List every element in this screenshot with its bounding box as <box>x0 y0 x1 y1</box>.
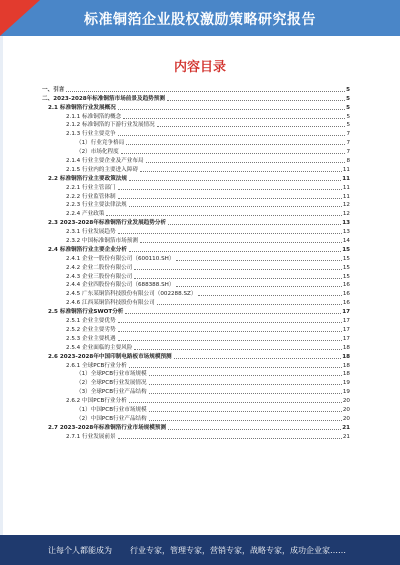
toc-entry[interactable] <box>42 191 350 200</box>
toc-page-number: 17 <box>342 326 350 333</box>
toc-page-number: 18 <box>342 371 350 378</box>
toc-page-number: 21 <box>342 433 350 440</box>
toc-entry-text: 2.2 标准铜箔行业主要政策法规 <box>48 175 127 182</box>
toc-entry-text: 2.3.1 行业发展趋势 <box>66 229 116 236</box>
toc-entry-text: （2）中国PCB行业产品结构 <box>76 415 147 422</box>
toc-entry-text: 2.5.3 企业主要机遇 <box>66 335 116 342</box>
toc-entry[interactable] <box>42 360 350 369</box>
toc-entry-text: 2.5.1 企业主要优势 <box>66 318 116 325</box>
toc-entry-text: 2.2.4 产业政策 <box>66 211 105 218</box>
toc-page-number: 15 <box>342 255 350 262</box>
toc-leader-dots <box>174 358 342 359</box>
toc-entry-text: （3）全球PCB行业产品结构 <box>76 389 147 396</box>
toc-page-number: 5 <box>346 95 350 102</box>
toc-entry[interactable] <box>42 102 350 111</box>
toc-entry[interactable] <box>42 324 350 333</box>
toc-page-number: 11 <box>342 184 350 191</box>
toc-entry[interactable] <box>42 164 350 173</box>
toc-page-number: 7 <box>346 149 350 156</box>
toc-entry-text: 2.7 2023-2028年标准铜箔行业市场规模预测 <box>48 424 167 431</box>
toc-entry[interactable] <box>42 182 350 191</box>
toc-leader-dots <box>134 349 342 350</box>
toc-entry[interactable] <box>42 315 350 324</box>
toc-entry-text: 2.3 2023-2028年标准铜箔行业发展趋势分析 <box>48 220 167 227</box>
toc-leader-dots <box>118 331 342 332</box>
toc-entry[interactable] <box>42 93 350 102</box>
toc-leader-dots <box>106 215 341 216</box>
toc-entry[interactable] <box>42 217 350 226</box>
toc-entry[interactable] <box>42 404 350 413</box>
toc-entry-text: 一、引言 <box>42 86 65 93</box>
toc-entry-text: 二、2023-2028年标准铜箔市场前景及趋势预测 <box>42 95 165 102</box>
toc-leader-dots <box>118 322 342 323</box>
footer-slogan: 让每个人都能成为 <box>48 546 112 555</box>
toc-entry-text: 2.5.2 企业主要劣势 <box>66 326 116 333</box>
toc-leader-dots <box>176 286 341 287</box>
toc-leader-dots <box>121 153 346 154</box>
toc-leader-dots <box>134 278 342 279</box>
toc-leader-dots <box>149 375 342 376</box>
toc-entry[interactable] <box>42 297 350 306</box>
toc-page-number: 19 <box>342 380 350 387</box>
toc-entry-text: 2.3.2 中国标准铜箔市场预测 <box>66 238 138 245</box>
toc-leader-dots <box>118 198 342 199</box>
toc-entry-text: 2.4.5 广东某铜箔科技股份有限公司（002288.SZ） <box>66 291 197 298</box>
toc-page-number: 11 <box>342 175 350 182</box>
toc-page-number: 17 <box>342 318 350 325</box>
toc-page-number: 20 <box>342 415 350 422</box>
toc-entry-text: 2.6.1 全球PCB行业分析 <box>66 362 127 369</box>
toc-page-number: 19 <box>342 389 350 396</box>
toc-page-number: 11 <box>342 193 350 200</box>
toc-entry-text: 2.7.1 行业发展前景 <box>66 433 116 440</box>
toc-entry[interactable] <box>42 369 350 378</box>
toc-page-number: 13 <box>342 229 350 236</box>
toc-leader-dots <box>123 118 345 119</box>
toc-entry[interactable] <box>42 226 350 235</box>
toc-entry-text: 2.6.2 中国PCB行业分析 <box>66 398 127 405</box>
toc-leader-dots <box>149 420 342 421</box>
toc-entry-text: 2.1.1 标准铜箔的概念 <box>66 113 122 120</box>
toc-leader-dots <box>118 438 342 439</box>
toc-page-number: 8 <box>346 158 350 165</box>
toc-entry[interactable] <box>42 111 350 120</box>
toc-entry[interactable] <box>42 306 350 315</box>
toc-leader-dots <box>146 162 346 163</box>
toc-entry[interactable] <box>42 333 350 342</box>
toc-entry[interactable] <box>42 155 350 164</box>
toc-leader-dots <box>118 135 346 136</box>
toc-leader-dots <box>168 224 341 225</box>
toc-entry[interactable] <box>42 262 350 271</box>
toc-leader-dots <box>126 144 345 145</box>
toc-entry-text: 2.4.6 江西某铜箔科技股份有限公司 <box>66 300 155 307</box>
toc-page-number: 18 <box>342 353 350 360</box>
toc-entry[interactable] <box>42 377 350 386</box>
toc-leader-dots <box>125 313 341 314</box>
toc-heading: 内容目录 <box>173 60 226 75</box>
toc-entry[interactable] <box>42 128 350 137</box>
toc-leader-dots <box>149 411 342 412</box>
toc-leader-dots <box>176 260 341 261</box>
toc-entry[interactable] <box>42 235 350 244</box>
toc-page-number: 11 <box>342 166 350 173</box>
toc-leader-dots <box>198 295 341 296</box>
toc-leader-dots <box>118 109 345 110</box>
toc-leader-dots <box>157 304 342 305</box>
toc-entry-text: （2）市场化程度 <box>76 149 119 156</box>
toc-entry-text: （1）全球PCB行业市场规模 <box>76 371 147 378</box>
toc-leader-dots <box>66 91 345 92</box>
toc-entry[interactable] <box>42 288 350 297</box>
toc-entry[interactable] <box>42 200 350 209</box>
table-of-contents <box>42 84 350 440</box>
toc-entry-text: （1）行业竞争格局 <box>76 140 125 147</box>
toc-entry-text: 2.1.3 行业主要竞争 <box>66 131 116 138</box>
toc-page-number: 5 <box>346 86 350 93</box>
toc-entry-text: 2.4.2 企业二股份有限公司 <box>66 264 133 271</box>
toc-page-number: 15 <box>342 273 350 280</box>
toc-leader-dots <box>134 269 342 270</box>
toc-entry-text: 2.1.5 行业内的主要进入障碍 <box>66 166 138 173</box>
toc-entry-text: 2.4.4 企业四股份有限公司（688388.SH） <box>66 282 175 289</box>
toc-entry-text: 2.4.1 企业一股份有限公司（600110.SH） <box>66 255 175 262</box>
toc-page-number: 15 <box>342 264 350 271</box>
toc-entry-text: 2.1.4 行业主要企业及产业布局 <box>66 158 144 165</box>
toc-leader-dots <box>129 402 342 403</box>
toc-entry[interactable] <box>42 280 350 289</box>
toc-entry[interactable] <box>42 253 350 262</box>
toc-entry[interactable] <box>42 386 350 395</box>
toc-entry[interactable] <box>42 173 350 182</box>
toc-page-number: 7 <box>346 140 350 147</box>
report-footer <box>0 535 400 565</box>
report-title: 标准铜箔企业股权激励策略研究报告 <box>84 12 316 28</box>
toc-entry[interactable] <box>42 120 350 129</box>
toc-leader-dots <box>129 367 342 368</box>
toc-page-number: 16 <box>342 282 350 289</box>
toc-page-number: 18 <box>342 344 350 351</box>
page-edge <box>0 36 3 536</box>
toc-page-number: 20 <box>342 398 350 405</box>
toc-entry-text: 2.2.3 行业主要法律法规 <box>66 202 127 209</box>
toc-page-number: 17 <box>342 335 350 342</box>
toc-leader-dots <box>157 126 346 127</box>
footer-tagline: 行业专家，管理专家，营销专家，战略专家，成功企业家…… <box>130 546 346 555</box>
toc-entry[interactable] <box>42 413 350 422</box>
toc-entry-text: 2.2.2 行业监管体制 <box>66 193 116 200</box>
toc-page-number: 5 <box>346 122 350 129</box>
toc-leader-dots <box>129 251 341 252</box>
toc-entry-text: 2.1.2 标准铜箔的下游行业发展情况 <box>66 122 155 129</box>
toc-page-number: 16 <box>342 300 350 307</box>
report-header <box>0 0 400 36</box>
toc-leader-dots <box>129 180 341 181</box>
toc-entry-text: 2.5.4 企业面临的主要风险 <box>66 344 133 351</box>
toc-leader-dots <box>118 233 342 234</box>
toc-page-number: 12 <box>342 211 350 218</box>
toc-leader-dots <box>149 384 342 385</box>
toc-leader-dots <box>149 393 342 394</box>
toc-leader-dots <box>167 100 345 101</box>
toc-leader-dots <box>118 189 342 190</box>
toc-page-number: 5 <box>346 104 350 111</box>
toc-page-number: 16 <box>342 291 350 298</box>
toc-page-number: 15 <box>342 246 350 253</box>
toc-entry[interactable] <box>42 244 350 253</box>
toc-page-number: 14 <box>342 238 350 245</box>
toc-page-number: 21 <box>342 424 350 431</box>
toc-entry-text: 2.5 标准铜箔行业SWOT分析 <box>48 309 124 316</box>
toc-page-number: 17 <box>342 309 350 316</box>
toc-leader-dots <box>129 206 342 207</box>
toc-entry-text: 2.1 标准铜箔行业发展概况 <box>48 104 116 111</box>
toc-entry-text: （1）中国PCB行业市场规模 <box>76 406 147 413</box>
toc-entry-text: 2.4.3 企业三股份有限公司 <box>66 273 133 280</box>
toc-entry-text: （2）全球PCB行业发展情况 <box>76 380 147 387</box>
toc-leader-dots <box>140 171 342 172</box>
toc-page-number: 13 <box>342 220 350 227</box>
toc-page-number: 18 <box>342 362 350 369</box>
toc-entry[interactable] <box>42 431 350 440</box>
toc-leader-dots <box>118 340 342 341</box>
toc-entry[interactable] <box>42 146 350 155</box>
toc-entry-text: 2.2.1 行业主管部门 <box>66 184 116 191</box>
toc-entry[interactable] <box>42 395 350 404</box>
toc-leader-dots <box>168 429 341 430</box>
toc-entry-text: 2.6 2023-2028年中国印制电路板市场规模预测 <box>48 353 172 360</box>
toc-entry[interactable] <box>42 208 350 217</box>
toc-page-number: 20 <box>342 406 350 413</box>
toc-entry[interactable] <box>42 84 350 93</box>
toc-page-number: 7 <box>346 131 350 138</box>
toc-leader-dots <box>140 242 342 243</box>
toc-page-number: 12 <box>342 202 350 209</box>
toc-entry[interactable] <box>42 342 350 351</box>
toc-entry[interactable] <box>42 351 350 360</box>
toc-entry-text: 2.4 标准铜箔行业主要企业分析 <box>48 246 127 253</box>
toc-entry[interactable] <box>42 137 350 146</box>
toc-page-number: 5 <box>346 113 350 120</box>
toc-entry[interactable] <box>42 422 350 431</box>
toc-entry[interactable] <box>42 271 350 280</box>
